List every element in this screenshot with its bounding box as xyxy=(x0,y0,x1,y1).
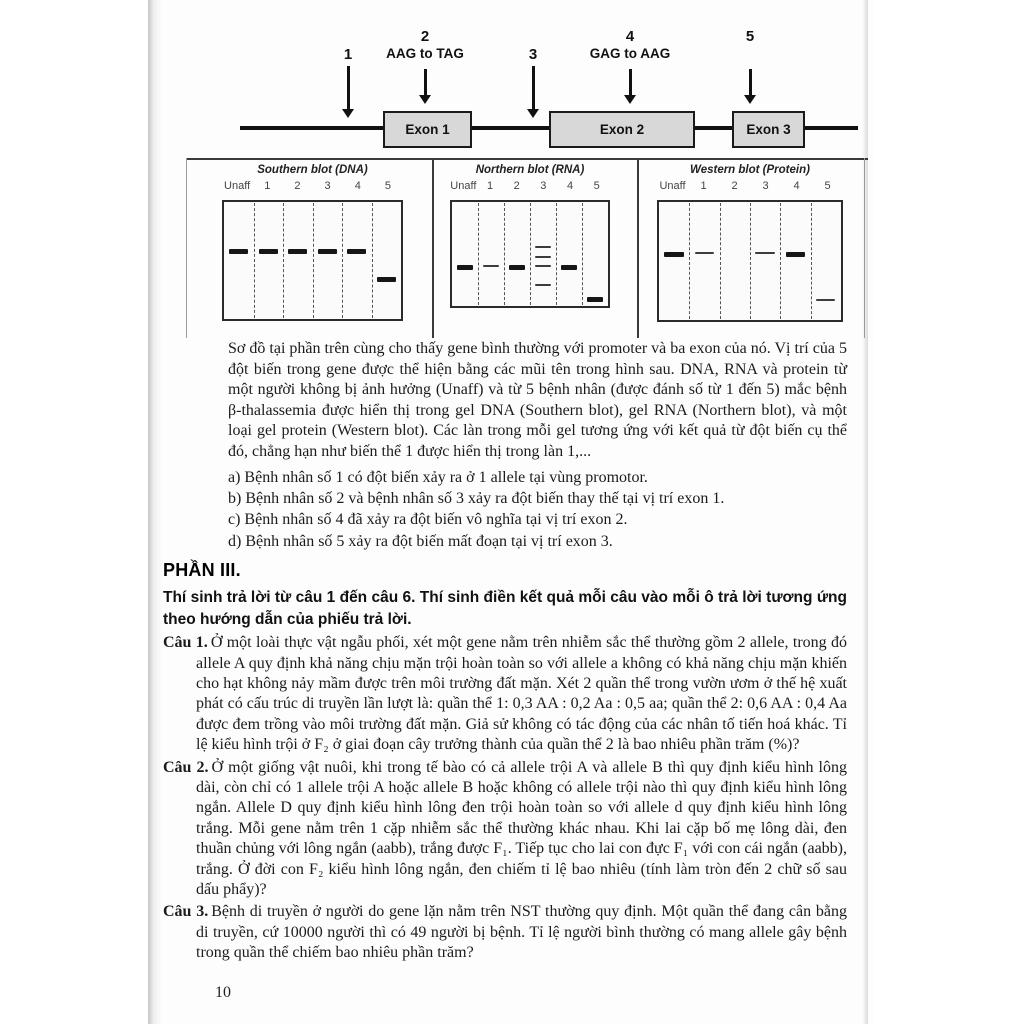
lane-divider xyxy=(811,203,812,319)
down-arrow-icon xyxy=(424,69,427,96)
mutation-arrow-4 xyxy=(580,28,680,96)
question-1 xyxy=(163,633,847,755)
mutation-change-label: AAG to TAG xyxy=(386,46,464,61)
mutation-number: 1 xyxy=(343,46,353,63)
figure-right-rule xyxy=(864,158,865,338)
exon3-box xyxy=(732,111,805,148)
gel-band xyxy=(483,265,500,267)
northern-blot-panel xyxy=(450,164,610,308)
gel-band xyxy=(561,265,578,270)
question-3-text: Bệnh di truyền ở người do gene lặn nằm trên NST thường quy định. Một quần thể đang cân bằng di truyền, cứ 10000 người thì có 49 người bị bệnh. Tỉ lệ người bình thường có mang allele gây bệnh trong quần thể chiếm bao nhiêu phần trăm? xyxy=(196,903,847,962)
exon1-box xyxy=(383,111,472,148)
gel-band xyxy=(587,297,604,302)
lane-label: 3 xyxy=(540,180,547,192)
page-content xyxy=(163,339,847,965)
lane-label: 1 xyxy=(264,180,271,192)
gel-title: Southern blot (DNA) xyxy=(257,164,368,176)
down-arrow-icon xyxy=(532,66,535,110)
gel-band xyxy=(535,284,552,286)
gel-lane-labels xyxy=(657,180,843,197)
mutation-arrow-5 xyxy=(700,28,800,96)
statement-c: c) Bệnh nhân số 4 đã xảy ra đột biến vô nghĩa tại vị trí exon 2. xyxy=(228,511,628,529)
mutation-change-label: GAG to AAG xyxy=(589,46,671,61)
gel-band xyxy=(695,252,714,254)
mutation-arrow-2 xyxy=(375,28,475,96)
lane-label: 4 xyxy=(566,180,574,192)
question-2-label: Câu 2. xyxy=(163,758,209,776)
lane-divider xyxy=(720,203,721,319)
mutation-number: 2 xyxy=(420,28,430,45)
lane-label: 2 xyxy=(513,180,520,192)
gel-band xyxy=(509,265,526,270)
lane-divider xyxy=(478,203,479,305)
question-1-label: Câu 1. xyxy=(163,634,208,652)
mutation-number: 4 xyxy=(625,28,635,45)
gel-band xyxy=(755,252,774,254)
gel-title: Northern blot (RNA) xyxy=(475,164,585,176)
lane-label: 3 xyxy=(762,180,769,192)
gel-lane-labels xyxy=(450,180,610,197)
blot-figure xyxy=(150,158,874,338)
page-number: 10 xyxy=(215,984,231,1001)
gel-box xyxy=(657,200,843,322)
lane-label: 1 xyxy=(700,180,707,192)
lane-divider xyxy=(556,203,557,305)
down-arrow-icon xyxy=(749,69,752,96)
statement-a: a) Bệnh nhân số 1 có đột biến xảy ra ở 1 allele tại vùng promotor. xyxy=(228,468,648,486)
scanned-page xyxy=(150,0,874,1024)
figure-divider-2 xyxy=(637,158,639,338)
gel-lane-labels xyxy=(222,180,403,197)
lane-divider xyxy=(689,203,690,319)
gene-structure-diagram xyxy=(150,0,874,156)
exon2-box xyxy=(549,111,695,148)
western-blot-panel xyxy=(657,164,843,322)
lane-divider xyxy=(582,203,583,305)
exon1-label: Exon 1 xyxy=(405,122,450,137)
statement-d: d) Bệnh nhân số 5 xảy ra đột biến mất đoạn tại vị trí exon 3. xyxy=(228,532,613,550)
question-1-text: Ở một loài thực vật ngẫu phối, xét một gene nằm trên nhiễm sắc thể thường gồm 2 allele, trong đó allele A quy định khả năng chịu mặn trội hoàn toàn so với allele a không có khả năng chịu mặn khiến cho hạt không nảy mầm được trên môi trường đất mặn. Xét 2 quần thể trong vườn ươm ở thế hệ xuất phát có cấu trúc di truyền lần lượt là: quần thể 1: 0,3 AA : 0,2 Aa : 0,5 aa; quần thể 2: 0,6 AA : 0,4 Aa được đem trồng vào môi trường đất mặn. Giả sử không có tác động của các nhân tố tiến hoá khác. Tỉ lệ kiểu hình trội ở F₂ ở giai đoạn cây trưởng thành của quần thể 2 là bao nhiêu phần trăm (%)? xyxy=(196,634,848,754)
figure-top-rule xyxy=(186,158,868,160)
gel-title: Western blot (Protein) xyxy=(690,164,810,176)
mutation-number: 5 xyxy=(745,28,755,45)
lane-divider xyxy=(254,203,255,318)
gel-band xyxy=(288,249,307,254)
exon3-label: Exon 3 xyxy=(746,122,791,137)
exon2-label: Exon 2 xyxy=(599,122,645,137)
gel-band xyxy=(377,277,396,282)
lane-divider xyxy=(372,203,373,318)
lane-divider xyxy=(342,203,343,318)
gel-band xyxy=(318,249,337,254)
lane-divider xyxy=(780,203,781,319)
lane-label: 5 xyxy=(384,180,391,192)
gel-band xyxy=(786,252,805,257)
gel-box xyxy=(450,200,610,308)
lane-divider xyxy=(750,203,751,319)
lane-divider xyxy=(504,203,505,305)
question-2-text: Ở một giống vật nuôi, khi trong tế bào có cả allele trội A và allele B thì quy định kiểu hình lông dài, còn chỉ có 1 allele trội A hoặc allele B hoặc không có allele trội nào thì quy định kiểu hình lông ngắn. Allele D quy định kiểu hình lông đen trội hoàn toàn so với allele d quy định kiểu hình lông trắng. Mỗi gene nằm trên 1 cặp nhiễm sắc thể thường khác nhau. Khi lai cặp bố mẹ lông dài, đen thuần chủng với lông ngắn (aabb), trắng được F₁. Tiếp tục cho lai con đực F₁ với con cái ngắn (aabb), trắng. Ở đời con F₂ kiểu hình lông ngắn, đen chiếm tỉ lệ bao nhiêu (tính làm tròn đến 2 chữ số sau dấu phẩy)? xyxy=(196,758,848,899)
lane-label: 5 xyxy=(824,180,831,192)
down-arrow-icon xyxy=(347,66,350,110)
question-3 xyxy=(163,902,847,963)
question-3-label: Câu 3. xyxy=(163,903,209,921)
gel-band xyxy=(259,249,278,254)
gel-band xyxy=(816,299,835,301)
gel-band xyxy=(535,256,552,258)
statements-list xyxy=(228,467,847,553)
gel-box xyxy=(222,200,403,321)
gel-band xyxy=(457,265,474,270)
gel-band xyxy=(535,246,552,248)
figure-caption: Sơ đồ tại phần trên cùng cho thấy gene bình thường với promoter và ba exon của nó. Vị trí của 5 đột biến trong gene được thể hiện bằng các mũi tên trong hình sau. DNA, RNA và protein từ một người không bị ảnh hưởng (Unaff) và từ 5 bệnh nhân (được đánh số từ 1 đến 5) mắc bệnh β-thalassemia được hiển thị trong gel DNA (Southern blot), gel RNA (Northern blot), và một loại gel protein (Western blot). Các làn trong mỗi gel tương ứng với kết quả từ đột biến cụ thể đó, chẳng hạn như biến thể 1 được hiển thị trong làn 1,... xyxy=(228,340,847,460)
lane-label: Unaff xyxy=(450,180,477,192)
figure-left-rule xyxy=(186,158,187,338)
section-instruction: Thí sinh trả lời từ câu 1 đến câu 6. Thí sinh điền kết quả mỗi câu vào mỗi ô trả lời tương ứng theo hướng dẫn của phiếu trả lời. xyxy=(163,589,847,628)
gel-band xyxy=(229,249,248,254)
lane-label: 4 xyxy=(793,180,800,192)
figure-divider-1 xyxy=(432,158,434,338)
lane-label: 2 xyxy=(731,180,738,192)
lane-label: 3 xyxy=(324,180,331,192)
lane-divider xyxy=(313,203,314,318)
lane-label: Unaff xyxy=(224,180,251,192)
lane-divider xyxy=(530,203,531,305)
southern-blot-panel xyxy=(222,164,403,321)
lane-label: Unaff xyxy=(659,180,686,192)
statement-b: b) Bệnh nhân số 2 và bệnh nhân số 3 xảy ra đột biến thay thế tại vị trí exon 1. xyxy=(228,489,725,507)
gel-band xyxy=(535,265,552,267)
gel-band xyxy=(664,252,683,257)
lane-label: 1 xyxy=(486,180,494,192)
mutation-arrow-3 xyxy=(483,46,583,110)
lane-label: 5 xyxy=(593,180,600,192)
lane-label: 2 xyxy=(294,180,301,192)
down-arrow-icon xyxy=(629,69,632,96)
section-heading: PHẦN III. xyxy=(163,560,241,581)
lane-divider xyxy=(283,203,284,318)
gel-band xyxy=(347,249,366,254)
lane-label: 4 xyxy=(354,180,361,192)
question-2 xyxy=(163,758,847,901)
mutation-number: 3 xyxy=(528,46,538,63)
